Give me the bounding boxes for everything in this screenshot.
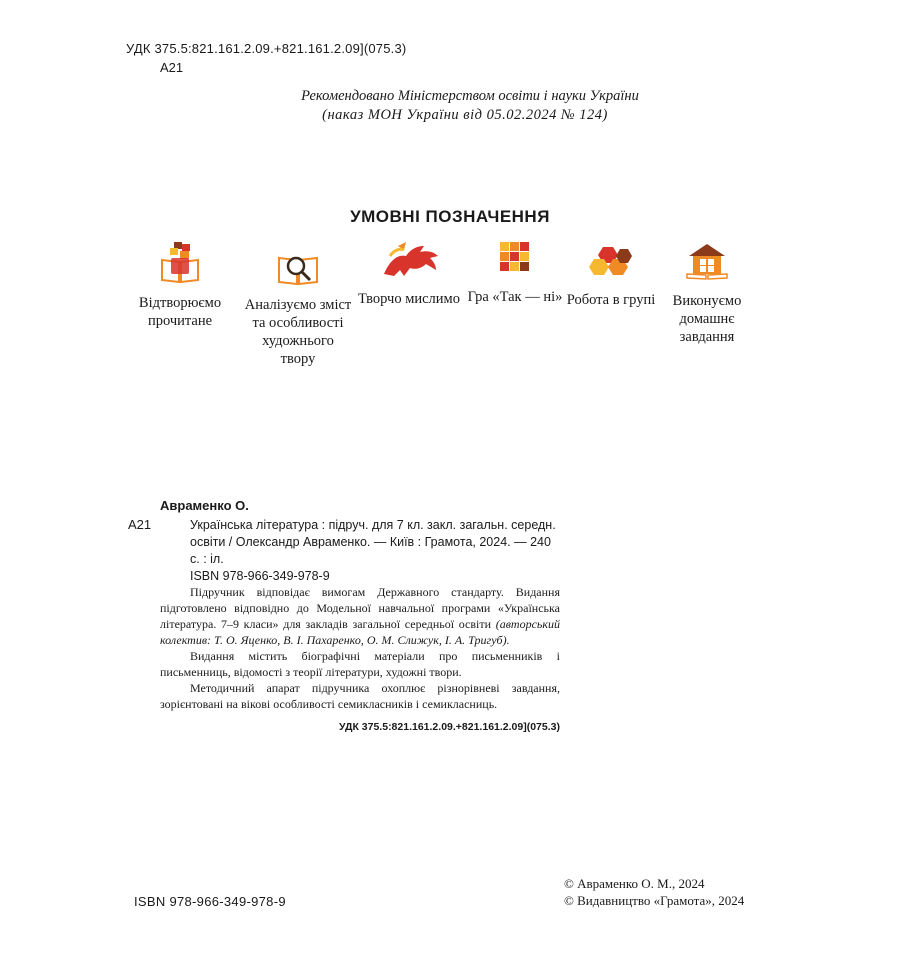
- catalog-udk: УДК 375.5:821.161.2.09.+821.161.2.09](075.3): [338, 721, 560, 733]
- catalog-authors-note: (авторський колектив: Т. О. Яценко, В. І. Пахаренко, О. М. Слижук, І. А. Тригуб).: [160, 617, 560, 647]
- hexagons-icon: [588, 245, 634, 277]
- catalog-paragraph-text: Підручник відповідає вимогам Державного стандарту. Видання підготовлено відповідно до Модельної навчальної програми «Українська література. 7–9 класи» для закладів загальної середньої освіти: [160, 585, 560, 631]
- legend-item-retell: [125, 240, 235, 330]
- rubik-cube-icon: [498, 240, 532, 274]
- pegasus-icon: [376, 240, 442, 280]
- legend-label: Виконуємо домашнє завдання: [672, 293, 742, 345]
- legend-label: Аналізуємо зміст та особливості художнього твору: [244, 297, 352, 367]
- catalog-paragraph: Видання містить біографічні матеріали про письменників і письменниць, відомості з теорії літератури, художні твори.: [160, 649, 560, 679]
- catalog-code-header: А21: [160, 60, 184, 75]
- copyright-author: © Авраменко О. М., 2024: [564, 876, 705, 891]
- footer-isbn: ISBN 978-966-349-978-9: [134, 894, 286, 909]
- recommendation-line-2: (наказ МОН України від 05.02.2024 № 124): [322, 107, 608, 123]
- legend-item-game: [460, 240, 570, 306]
- legend-item-group: [556, 245, 666, 309]
- catalog-code: А21: [128, 517, 152, 532]
- legend-label: Відтворюємо прочитане: [138, 295, 222, 329]
- catalog-isbn: ISBN 978-966-349-978-9: [190, 569, 330, 583]
- udk-header: УДК 375.5:821.161.2.09.+821.161.2.09](075.3): [126, 41, 407, 56]
- recommendation-line-1: Рекомендовано Міністерством освіти і науки України: [301, 88, 639, 104]
- legend-title: УМОВНІ ПОЗНАЧЕННЯ: [350, 207, 550, 226]
- legend-item-creative: [354, 240, 464, 308]
- catalog-paragraph: [160, 584, 560, 648]
- legend-label: Гра «Так — ні»: [467, 289, 563, 305]
- catalog-paragraph: Методичний апарат підручника охоплює різнорівневі завдання, зорієнтовані на вікові особливості семикласників і семикласниць.: [160, 681, 560, 711]
- legend-label: Творчо мислимо: [358, 291, 460, 307]
- copyright-publisher: © Видавництво «Грамота», 2024: [564, 893, 745, 908]
- book-magnifier-icon: [276, 250, 320, 286]
- catalog-author: Авраменко О.: [160, 498, 249, 513]
- legend-item-homework: [652, 240, 762, 346]
- legend-item-analyze: [243, 250, 353, 368]
- book-reading-icon: [158, 240, 202, 284]
- catalog-card: [128, 498, 560, 735]
- catalog-description: Українська література : підруч. для 7 кл. закл. загальн. середн. освіти / Олександр Авраменко. — Київ : Грамота, 2024. — 240 с. : іл.: [190, 518, 556, 566]
- house-book-icon: [685, 240, 729, 280]
- legend-label: Робота в групі: [566, 292, 656, 308]
